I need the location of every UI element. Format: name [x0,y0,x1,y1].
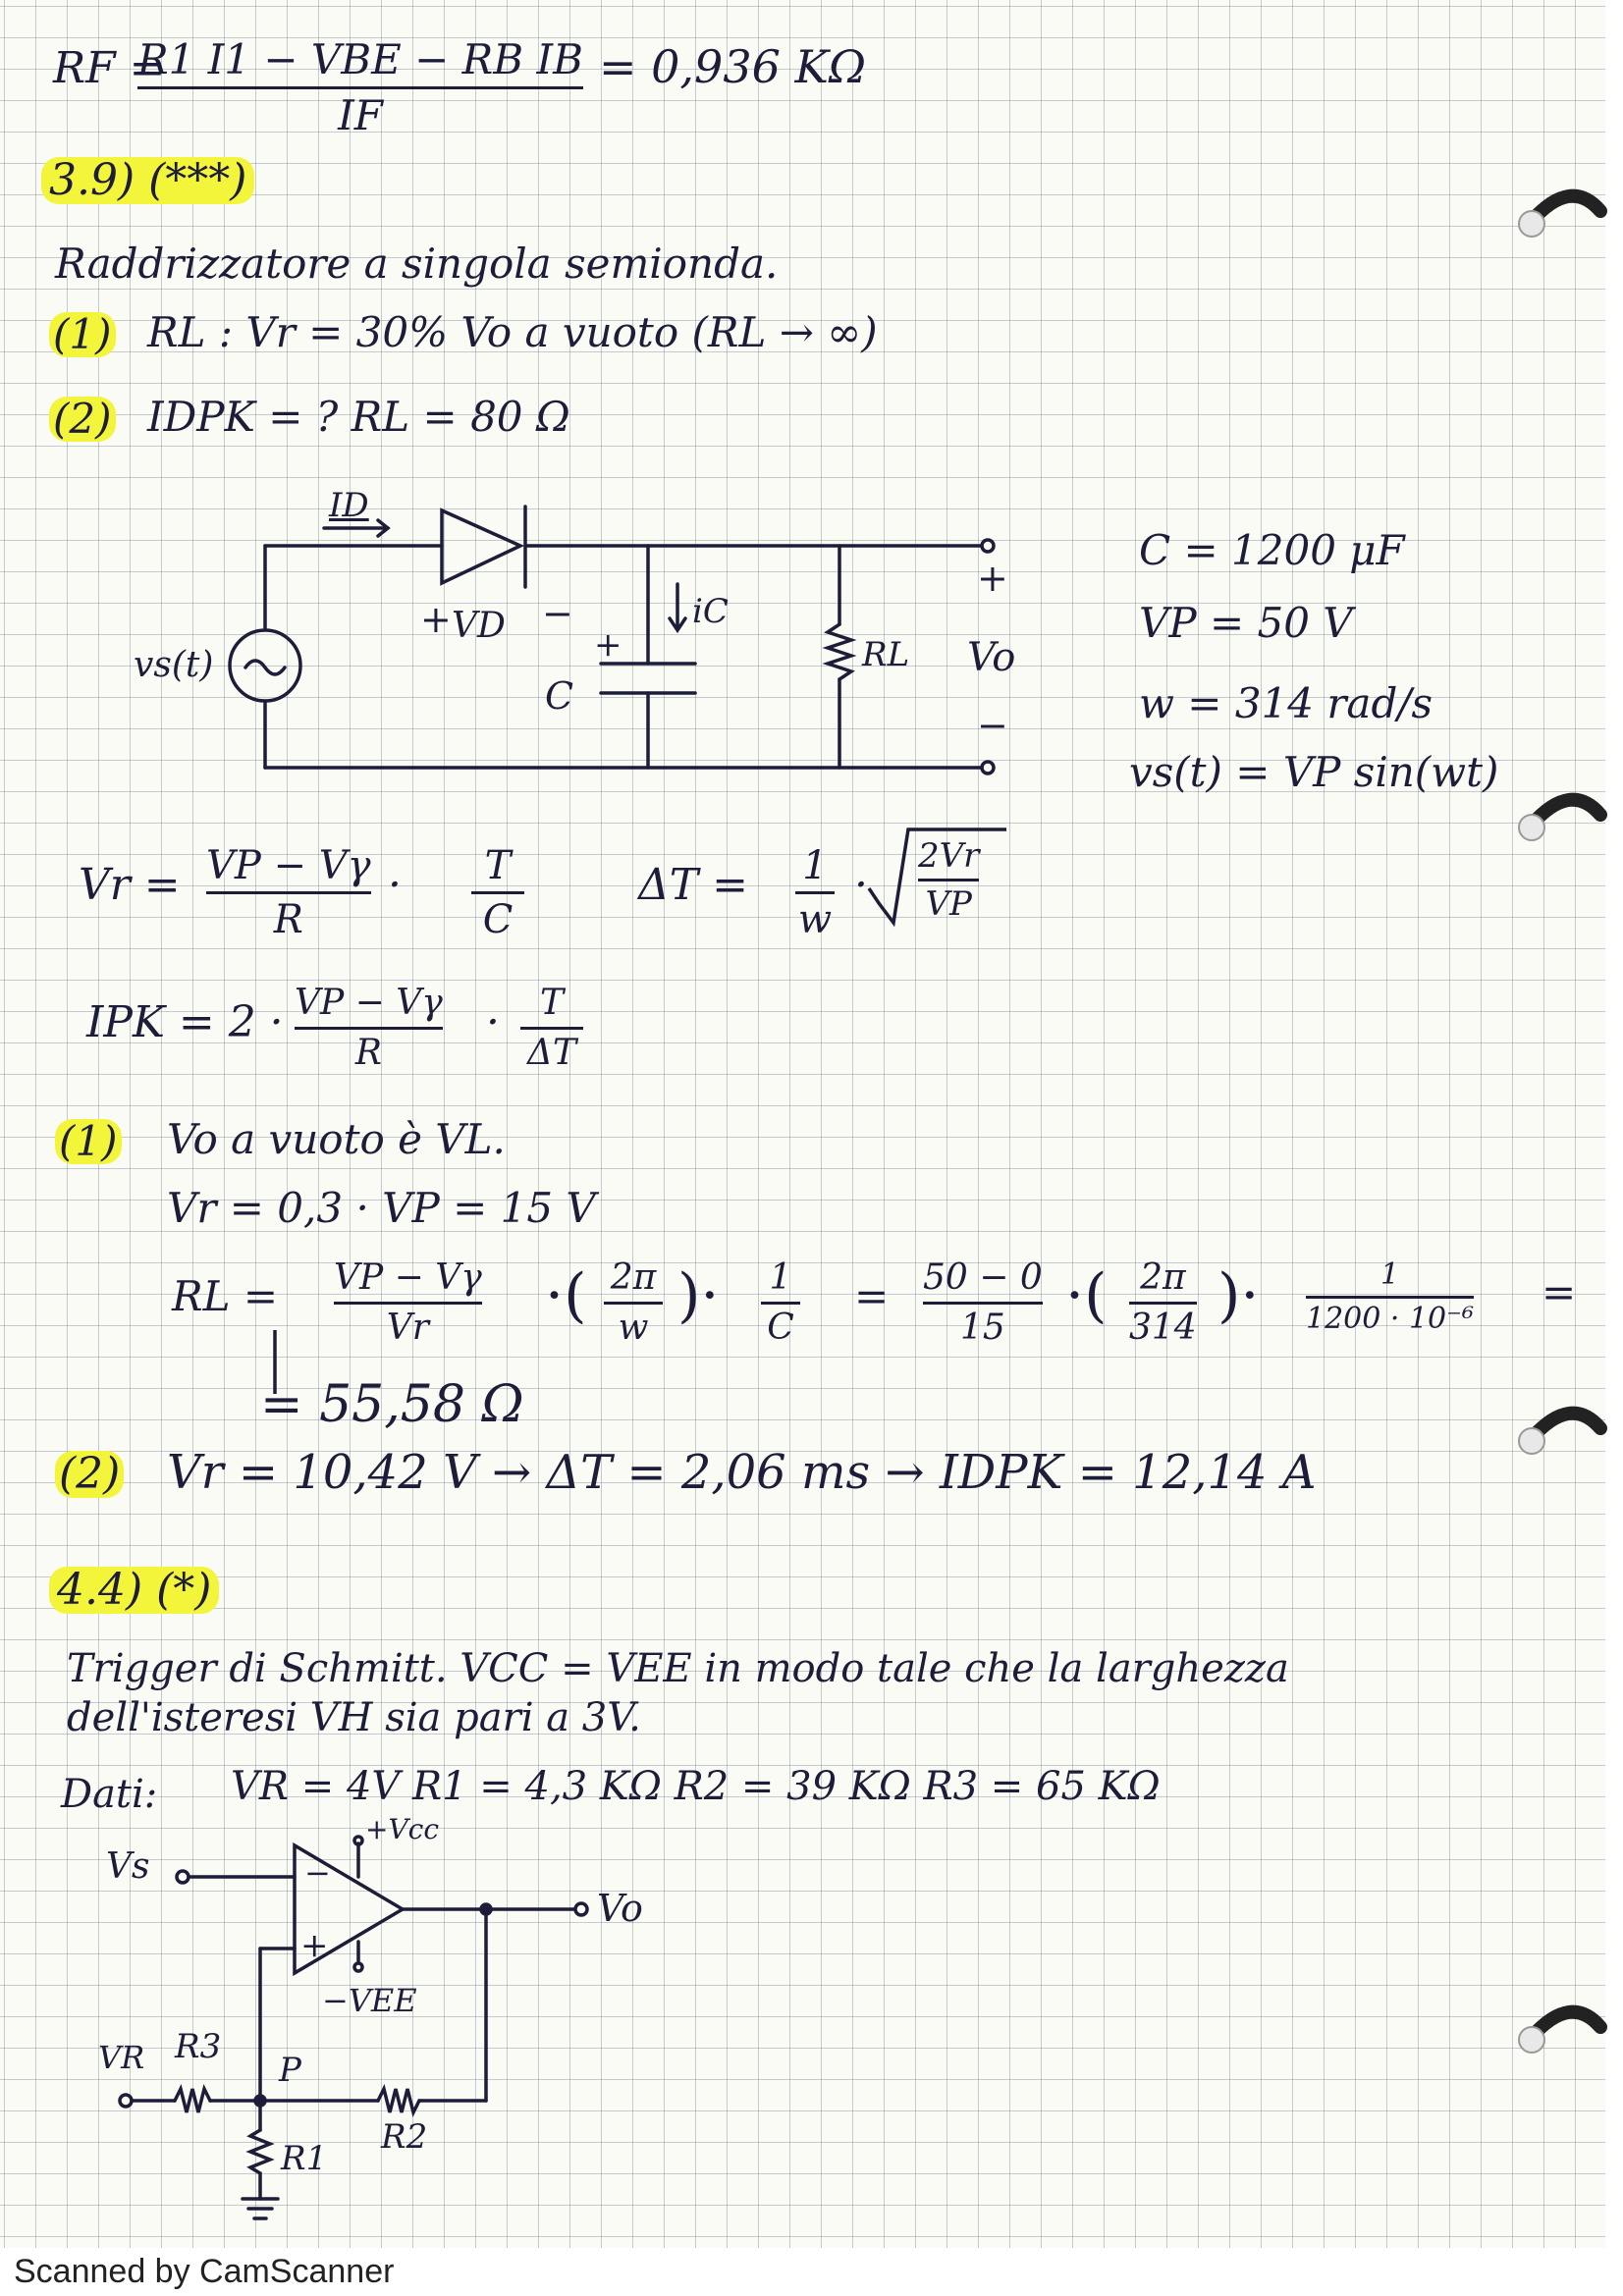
load-resistor-label: RL [862,635,910,674]
capacitor-current-label: iC [692,592,729,631]
solution-1-result: = 55,58 Ω [260,1375,524,1434]
vr-formula-frac1 [206,843,371,942]
output-minus-sign: − [977,704,1008,747]
ipk-frac2-den: ΔT [526,1033,576,1073]
vr-frac2-den: C [482,897,514,942]
r3-label: R3 [175,2027,222,2066]
rl-paren-open-2: ·( [1065,1261,1108,1330]
question-1-tag: (1) [49,312,116,357]
rl-paren-close: )· [677,1261,720,1330]
capacitor-label: C [545,674,574,718]
ipk-frac1-num: VP − Vγ [295,983,443,1023]
dt-formula-frac [795,843,835,942]
rl-frac1 [334,1257,482,1348]
param-capacitance: C = 1200 μF [1139,526,1405,574]
rl-frac1-den: Vr [386,1308,429,1348]
ipk-frac2-num: T [539,983,564,1023]
dt-formula-lhs: ΔT = [638,860,748,910]
sqrt-fraction [918,836,980,924]
diode-voltage-label: VD [452,606,506,646]
rl-frac6-num: 1 [1380,1257,1400,1292]
exercise-3-9-tag: 3.9) (***) [41,157,254,204]
vr-formula-frac2 [471,843,524,942]
question-2-tag: (2) [49,397,116,442]
rl-frac3-den: C [767,1308,794,1348]
output-voltage-label: Vo [967,635,1016,680]
sqrt-frac-den: VP [925,884,972,924]
ipk-dot: · [486,997,500,1047]
vr-frac2-num: T [484,843,512,888]
dt-dot: · [854,860,868,910]
r1-label: R1 [281,2139,328,2178]
question-1-text: RL : Vr = 30% Vo a vuoto (RL → ∞) [147,308,878,356]
vr-frac1-num: VP − Vγ [206,843,371,888]
rl-frac5-num: 2π [1140,1257,1186,1298]
ipk-formula-frac2 [520,983,583,1073]
rl-frac6 [1306,1257,1474,1336]
solution-1-tag: (1) [55,1119,122,1164]
dt-frac-num: 1 [802,843,828,888]
rl-frac2-den: w [618,1308,649,1348]
rl-frac6-den: 1200 · 10⁻⁶ [1306,1302,1474,1336]
rl-frac4 [923,1257,1043,1348]
exercise-4-4-line2: dell'isteresi VH sia pari a 3V. [67,1695,641,1740]
solution-2-tag: (2) [55,1451,124,1498]
vd-plus-sign: + [420,598,452,641]
rf-numerator: R1 I1 − VBE − RB IB [137,35,583,83]
inverting-input-sign: − [304,1854,331,1892]
rl-equals-2: = [1542,1268,1577,1316]
capacitor-plus-sign: + [594,625,622,665]
vd-minus-sign: − [542,592,573,635]
vr-dot: · [388,860,402,910]
reference-voltage-label: VR [98,2039,145,2076]
exercise-4-4-tag: 4.4) (*) [49,1567,219,1614]
rf-fraction [137,35,583,139]
rl-frac2 [604,1257,663,1348]
vcc-label: +Vcc [365,1813,440,1845]
rl-frac3-num: 1 [769,1257,792,1298]
sqrt-frac-num: 2Vr [918,836,980,876]
ipk-frac1-den: R [354,1033,382,1073]
rl-frac2-num: 2π [610,1257,657,1298]
rf-denominator: IF [338,91,383,139]
rf-result: = 0,936 KΩ [599,40,866,93]
solution-1-line1: Vr = 0,3 · VP = 15 V [167,1184,596,1232]
rl-frac5-den: 314 [1129,1308,1197,1348]
param-angular-frequency: w = 314 rad/s [1139,679,1434,727]
source-label: vs(t) [134,645,214,685]
rl-equals-1: = [854,1272,890,1320]
scanner-watermark: Scanned by CamScanner [14,2253,395,2290]
param-peak-voltage: VP = 50 V [1139,599,1353,647]
diode-current-label: ID [329,486,369,525]
data-values: VR = 4V R1 = 4,3 KΩ R2 = 39 KΩ R3 = 65 KΩ [231,1764,1161,1809]
noninverting-input-sign: + [300,1926,329,1965]
rl-formula-lhs: RL = [172,1272,279,1320]
solution-1-title: Vo a vuoto è VL. [167,1115,506,1163]
rl-frac1-num: VP − Vγ [334,1257,482,1298]
vr-frac1-den: R [273,897,303,942]
rf-lhs: RF = [53,43,166,93]
rl-frac4-den: 15 [959,1308,1005,1348]
rl-paren-open: ·( [545,1261,587,1330]
data-label: Dati: [61,1772,158,1817]
vr-formula-lhs: Vr = [79,860,181,910]
node-p-label: P [279,2051,301,2090]
r2-label: R2 [381,2117,428,2157]
param-source-expression: vs(t) = VP sin(wt) [1129,748,1499,796]
exercise-4-4-line1: Trigger di Schmitt. VCC = VEE in modo tale che la larghezza [67,1646,1289,1691]
schmitt-output-label: Vo [597,1887,643,1930]
exercise-3-9-title: Raddrizzatore a singola semionda. [55,240,779,288]
rl-frac5 [1129,1257,1197,1348]
solution-2-text: Vr = 10,42 V → ΔT = 2,06 ms → IDPK = 12,14 A [167,1445,1317,1500]
vee-label: −VEE [322,1982,417,2019]
rl-frac4-num: 50 − 0 [923,1257,1043,1298]
schmitt-input-label: Vs [106,1846,150,1887]
output-plus-sign: + [977,557,1008,600]
dt-frac-den: w [797,897,833,942]
ipk-formula-lhs: IPK = 2 · [86,997,284,1047]
question-2-text: IDPK = ? RL = 80 Ω [147,393,570,441]
rl-frac3 [761,1257,800,1348]
ipk-formula-frac1 [295,983,443,1073]
rl-paren-close-2: )· [1217,1261,1260,1330]
